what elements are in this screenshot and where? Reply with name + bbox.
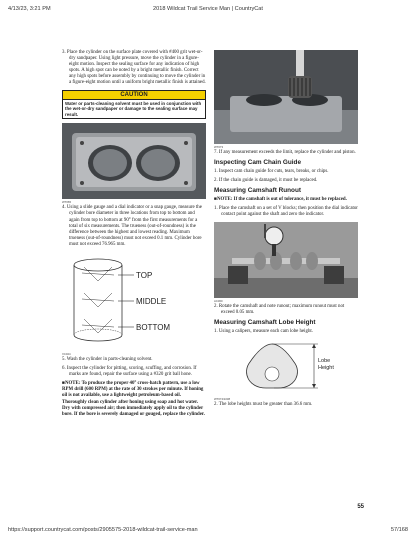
runout-step-2: 2. Rotate the camshaft and note runout; maximum runout must not exceed 0.05 mm. [214, 303, 345, 315]
diagram-label-middle: MIDDLE [136, 297, 167, 306]
figure-label: AC300 [214, 298, 223, 303]
heading-lobe-height: Measuring Camshaft Lobe Height [214, 318, 316, 326]
page-number: 55 [357, 504, 364, 510]
print-url: https://support.countrycat.com/posts/2905575-2018-wildcat-trail-service-man [8, 527, 198, 533]
cylinder-diagram [62, 251, 206, 351]
cam-chain-step-1: 1. Inspect cam chain guide for cuts, tears, breaks, or chips. [214, 169, 329, 175]
right-column [214, 50, 358, 411]
step-4: 4. Using a slide gauge and a dial indicator or a snap gauge, measure the cylinder bore diameter in three locations from top to bottom and again from top to bottom at 90° from the first measurements for a total of six measurements. The trueness (out-of-roundness) is the difference between the highest and lowest reading. Maximum trueness (out-of-roundness) must not exceed 0.1 mm. Cylinder bore must not exceed 76.965 mm. [62, 205, 202, 247]
heading-cam-chain-guide: Inspecting Cam Chain Guide [214, 159, 301, 167]
caution-text: Water or parts-cleaning solvent must be used in conjunction with the wet-or-dry sandpaper or damage to the sealing surface may result. [65, 100, 202, 117]
camshaft-photo [214, 222, 358, 298]
bore-measurement-diagram [62, 251, 206, 351]
figure-label: WT074/1038 [214, 396, 231, 401]
lobe-label-line1: Lobe [318, 357, 331, 364]
print-datetime: 4/13/23, 3:21 PM [8, 6, 51, 12]
manual-page [62, 50, 364, 510]
diagram-label-bottom: BOTTOM [136, 323, 171, 332]
left-column [62, 50, 206, 421]
lobe-step-1: 1. Using a calipers, measure each cam lobe height. [214, 328, 313, 334]
caution-box [62, 90, 206, 120]
cylinder-illustration [62, 123, 206, 199]
cam-lobe-illustration [214, 338, 358, 396]
print-title: 2018 Wildcat Trail Service Man | CountryCat [153, 6, 263, 12]
caution-title: CAUTION [63, 91, 205, 100]
print-page-count: 57/168 [390, 527, 408, 533]
heading-camshaft-runout: Measuring Camshaft Runout [214, 187, 301, 195]
honing-photo [214, 50, 358, 144]
lobe-step-2: 2. The lobe heights must be greater than 36.6 mm. [214, 401, 313, 407]
runout-step-1: 1. Place the camshaft on a set of V blocks; then position the dial indicator contact point against the shaft and zero the indicator. [214, 206, 358, 218]
figure-label: WT065 [62, 200, 72, 205]
cylinder-photo [62, 123, 206, 199]
honing-note: ■NOTE: To produce the proper 40° cross-hatch pattern, use a low RPM drill (600 RPM) at the rate of 30 strokes per minute. If honing oil is not available, use a lightweight petroleum-based oil. Thoroughly clean cylinder after honing using soap and hot water. Dry with compressed air; then immediately apply oil to the cylinder bore. If the bore is severely damaged or gouged, replace the cylinder. [62, 381, 205, 417]
lobe-label-line2: Height [318, 364, 334, 371]
hone-illustration [214, 50, 358, 144]
camshaft-illustration [214, 222, 358, 298]
lobe-height-diagram [214, 338, 358, 396]
diagram-label-top: TOP [136, 271, 153, 280]
step-3: 3. Place the cylinder on the surface plate covered with #400 grit wet-or-dry sandpaper. Using light pressure, move the cylinder in a figure-eight motion. Inspect the sealing surface for any indication of high spots. A high spot can be noted by a bright metallic finish. Correct any high spots before assembly by continuing to move the cylinder in a figure-eight motion until a uniform bright metallic finish is attained. [62, 50, 206, 86]
step-5: 5. Wash the cylinder in parts-cleaning solvent. [62, 357, 153, 362]
step-6: 6. Inspect the cylinder for pitting, scoring, scuffing, and corrosion. If marks are found, repair the surface using a #320 grit ball hone. [62, 366, 197, 378]
runout-note: ■NOTE: If the camshaft is out of tolerance, it must be replaced. [214, 197, 347, 203]
step-7: 7. If any measurement exceeds the limit, replace the cylinder and piston. [214, 150, 356, 155]
cam-chain-step-2: 2. If the chain guide is damaged, it must be replaced. [214, 178, 318, 184]
figure-label: WT073 [214, 145, 224, 149]
figure-label: XC024 [62, 352, 71, 356]
